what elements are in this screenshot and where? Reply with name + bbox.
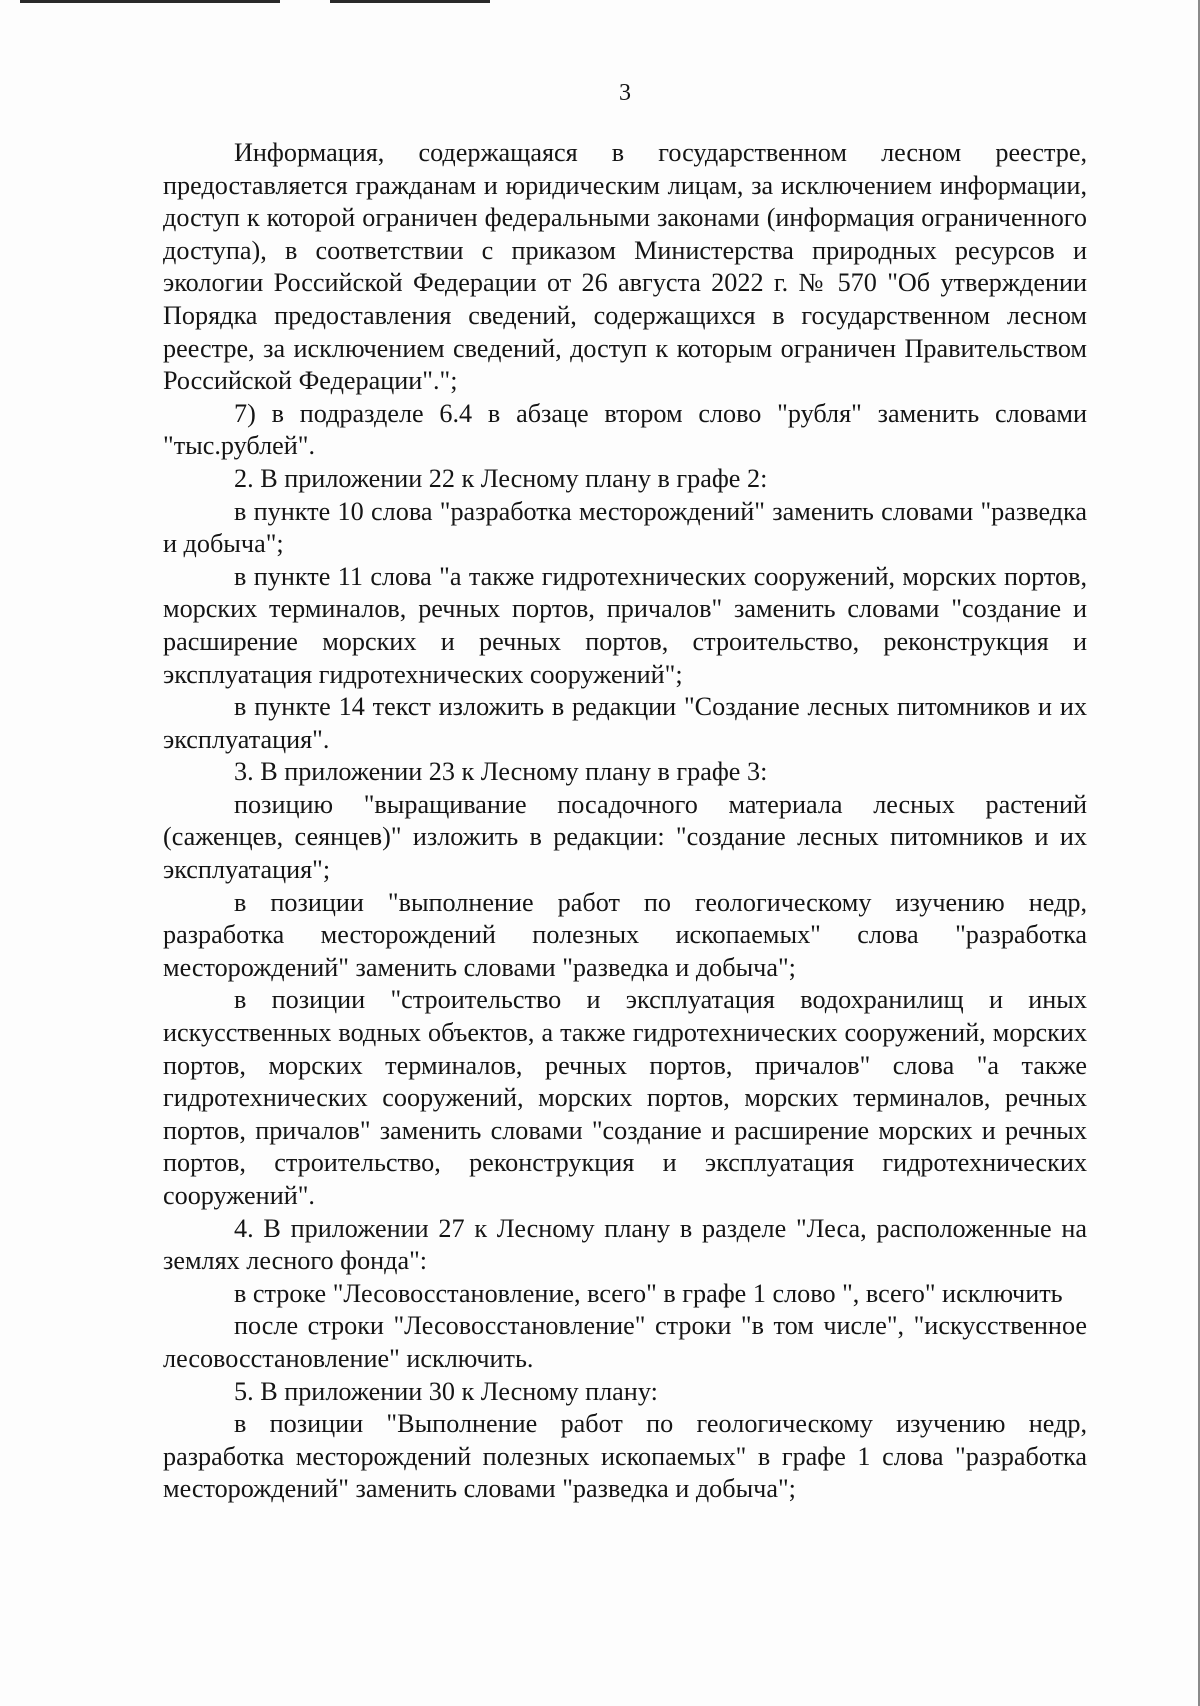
paragraph: 7) в подразделе 6.4 в абзаце втором слово "рубля" заменить словами "тыс.рублей".	[163, 398, 1087, 461]
paragraph: 5. В приложении 30 к Лесному плану:	[234, 1376, 658, 1406]
paragraph: в позиции "строительство и эксплуатация водохранилищ и иных искусственных водных объектов, а также гидротехнических сооружений, морских портов, морских терминалов, речных портов, причалов" слова "а также гидротехнических сооружений, морских портов, морских терминалов, речных портов, причалов" заменить словами "создание и расширение морских и речных портов, строительство, реконструкция и эксплуатация гидротехнических сооружений".	[163, 985, 1087, 1210]
paragraph: позицию "выращивание посадочного материала лесных растений (саженцев, сеянцев)" изложить в редакции: "создание лесных питомников и их эксплуатация";	[163, 789, 1087, 885]
paragraph: в позиции "выполнение работ по геологическому изучению недр, разработка месторождений полезных ископаемых" слова "разработка месторождений" заменить словами "разведка и добыча";	[163, 887, 1087, 982]
paragraph: 4. В приложении 27 к Лесному плану в разделе "Леса, расположенные на землях лесного фонда":	[163, 1213, 1087, 1276]
scan-edge-top-left	[20, 0, 280, 3]
paragraph: 2. В приложении 22 к Лесному плану в графе 2:	[234, 463, 768, 493]
paragraph: Информация, содержащаяся в государственном лесном реестре, предоставляется гражданам и юридическим лицам, за исключением информации, доступ к которой ограничен федеральными законами (информация ограниченного доступа), в соответствии с приказом Министерства природных ресурсов и экологии Российской Федерации от 26 августа 2022 г. № 570 "Об утверждении Порядка предоставления сведений, содержащихся в государственном лесном реестре, за исключением сведений, доступ к которым ограничен Правительством Российской Федерации".";	[163, 138, 1087, 396]
document-body	[163, 137, 1087, 1506]
paragraph: в позиции "Выполнение работ по геологическому изучению недр, разработка месторождений полезных ископаемых" в графе 1 слова "разработка месторождений" заменить словами "разведка и добыча";	[163, 1409, 1087, 1504]
scan-edge-top-middle	[330, 0, 490, 3]
paragraph: 3. В приложении 23 к Лесному плану в графе 3:	[234, 757, 768, 787]
paragraph: в строке "Лесовосстановление, всего" в графе 1 слово ", всего" исключить	[234, 1278, 1063, 1308]
page-number: 3	[619, 80, 631, 106]
paragraph: после строки "Лесовосстановление" строки "в том числе", "искусственное лесовосстановление" исключить.	[163, 1311, 1087, 1373]
paragraph: в пункте 11 слова "а также гидротехнических сооружений, морских портов, морских терминалов, речных портов, причалов" заменить словами "создание и расширение морских и речных портов, строительство, реконструкция и эксплуатация гидротехнических сооружений";	[163, 561, 1087, 689]
paragraph: в пункте 14 текст изложить в редакции "Создание лесных питомников и их эксплуатация".	[163, 692, 1087, 754]
paragraph: в пункте 10 слова "разработка месторождений" заменить словами "разведка и добыча";	[163, 496, 1087, 559]
